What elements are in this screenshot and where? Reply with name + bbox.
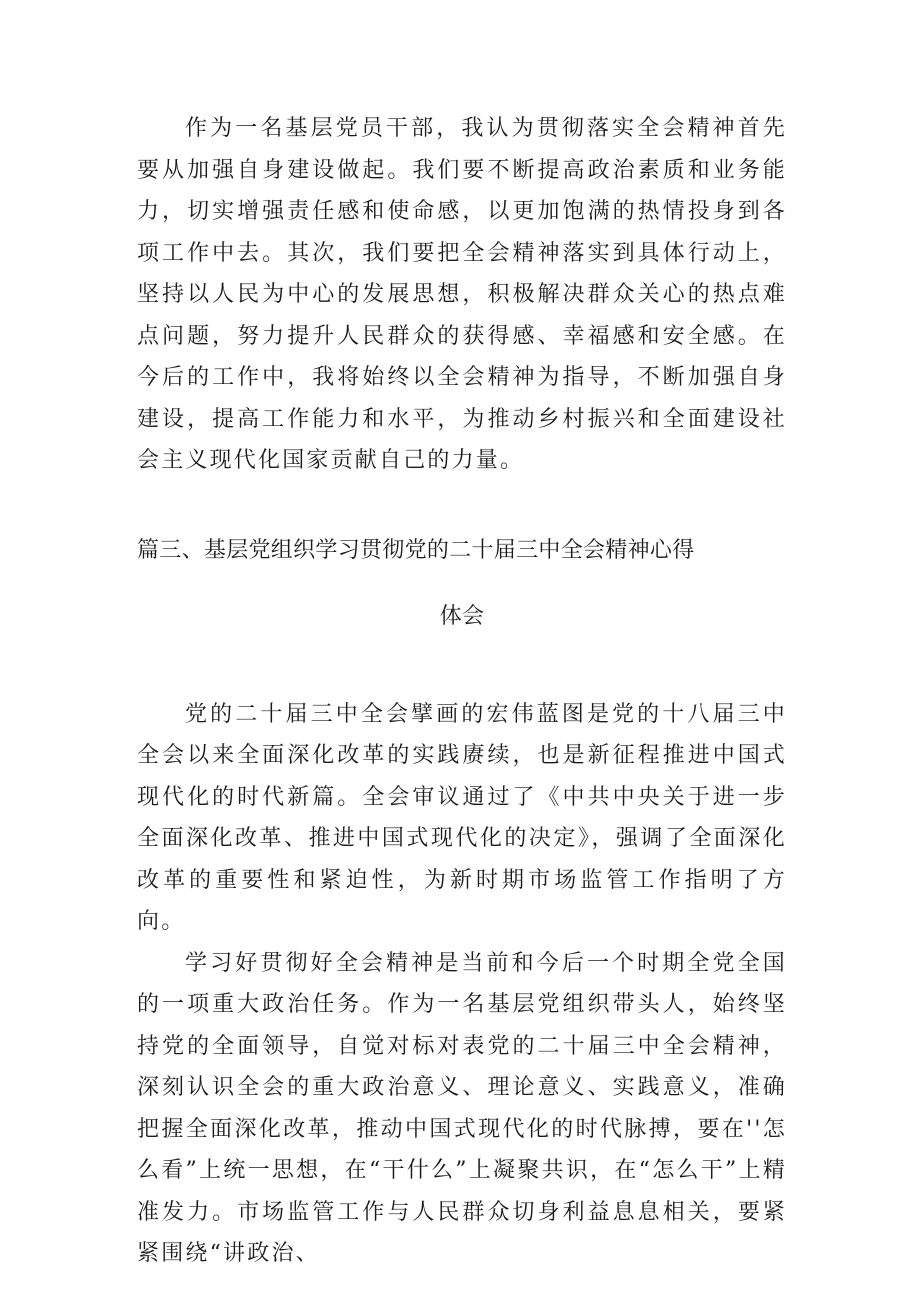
document-content [137,108,787,1275]
section-body [137,694,787,1275]
paragraph-3: 学习好贯彻好全会精神是当前和今后一个时期全党全国的一项重大政治任务。作为一名基层党组织带头人，始终坚持党的全面领导，自觉对标对表党的二十届三中全会精神，深刻认识全会的重大政治意义、理论意义、实践意义，准确把握全面深化改革，推动中国式现代化的时代脉搏，要在''怎么看”上统一思想，在“干什么”上凝聚共识，在“怎么干”上精准发力。市场监管工作与人民群众切身利益息息相关，要紧紧围绕“讲政治、 [137,950,787,1266]
paragraph-1: 作为一名基层党员干部，我认为贯彻落实全会精神首先要从加强自身建设做起。我们要不断提高政治素质和业务能力，切实增强责任感和使命感，以更加饱满的热情投身到各项工作中去。其次，我们要把全会精神落实到具体行动上，坚持以人民为中心的发展思想，积极解决群众关心的热点难点问题，努力提升人民群众的获得感、幸福感和安全感。在今后的工作中，我将始终以全会精神为指导，不断加强自身建设，提高工作能力和水平，为推动乡村振兴和全面建设社会主义现代化国家贡献自己的力量。 [137,116,787,473]
section-heading-line-1: 篇三、基层党组织学习贯彻党的二十届三中全会精神心得 [137,537,695,563]
paragraph-2: 党的二十届三中全会擘画的宏伟蓝图是党的十八届三中全会以来全面深化改革的实践赓续，也是新征程推进中国式现代化的时代新篇。全会审议通过了《中共中央关于进一步全面深化改革、推进中国式现代化的决定》，强调了全面深化改革的重要性和紧迫性，为新时期市场监管工作指明了方向。 [137,701,787,934]
section-heading [137,518,787,650]
section-heading-line-2: 体会 [439,603,485,629]
